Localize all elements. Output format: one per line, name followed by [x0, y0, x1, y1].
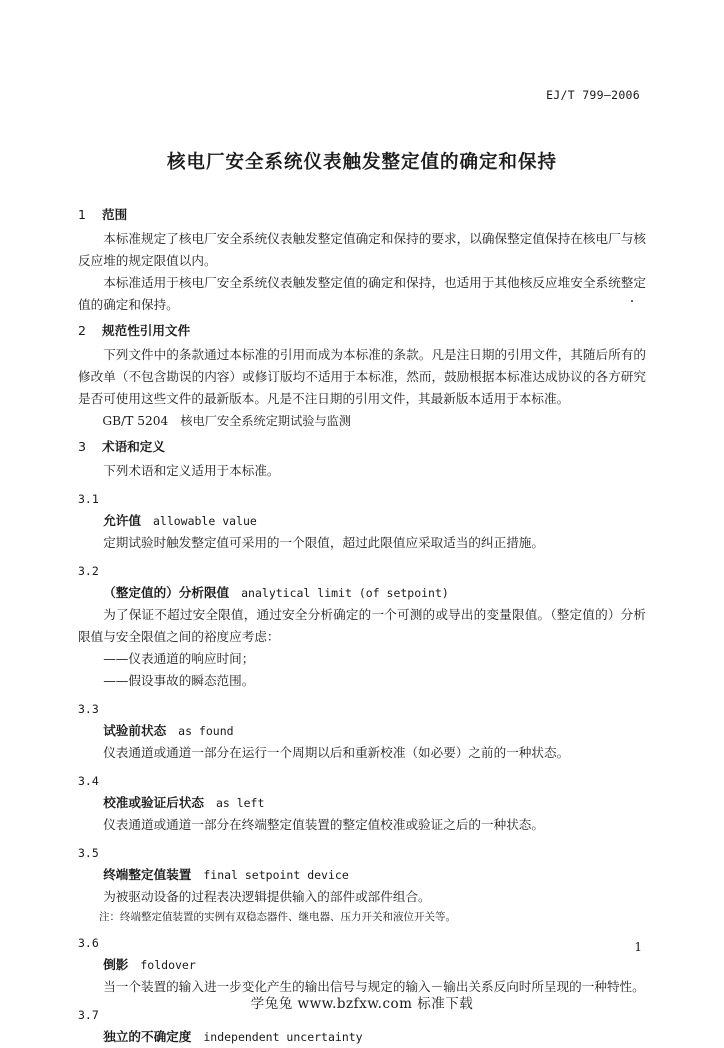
term-english: final setpoint device: [203, 868, 349, 882]
term-chinese: 校准或验证后状态: [103, 795, 204, 810]
section-title: 范围: [102, 207, 128, 222]
section-title: 术语和定义: [102, 439, 165, 454]
watermark-footer: 学兔兔 www.bzfxw.com 标准下载: [250, 996, 474, 1012]
term-chinese: 倒影: [103, 957, 129, 972]
term-chinese: 试验前状态: [103, 723, 167, 738]
term-definition: 为被驱动设备的过程表决逻辑提供输入的部件或部件组合。: [103, 889, 431, 904]
term-heading: [103, 792, 646, 814]
normative-reference: GB/T 5204 核电厂安全系统定期试验与监测: [102, 414, 352, 428]
term-definition: 为了保证不超过安全限值，通过安全分析确定的一个可测的或导出的变量限值。（整定值的）分析限值与安全限值之间的裕度应考虑：: [78, 607, 646, 644]
document-body: [78, 200, 646, 1048]
term-definition: 仪表通道或通道一部分在终端整定值装置的整定值校准或验证之后的一种状态。: [103, 817, 544, 832]
document-title: 核电厂安全系统仪表触发整定值的确定和保持: [166, 152, 557, 173]
term-number: 3.2: [78, 564, 99, 578]
section-number: 2: [78, 323, 87, 338]
term-number: 3.4: [78, 774, 99, 788]
term-chinese: 终端整定值装置: [103, 867, 192, 882]
standard-code: EJ/T 799—2006: [546, 88, 640, 102]
section-number: 3: [78, 439, 87, 454]
term-number: 3.3: [78, 702, 99, 716]
section-title: 规范性引用文件: [102, 323, 191, 338]
section-1-paragraph-2: 本标准适用于核电厂安全系统仪表触发整定值的确定和保持，也适用于其他核反应堆安全系统整定值的确定和保持。: [78, 275, 646, 312]
term-definition: 定期试验时触发整定值可采用的一个限值，超过此限值应采取适当的纠正措施。: [103, 535, 544, 550]
term-english: as left: [215, 796, 265, 810]
page-number: 1: [634, 940, 642, 954]
term-number: 3.1: [78, 492, 99, 506]
term-list-item: ——仪表通道的响应时间；: [103, 651, 255, 666]
term-heading: [103, 1026, 646, 1048]
section-1-heading: [78, 204, 646, 226]
section-3-heading: [78, 436, 646, 458]
section-2-heading: [78, 320, 646, 342]
section-1-paragraph-1: 本标准规定了核电厂安全系统仪表触发整定值确定和保持的要求，以确保整定值保持在核电厂与核反应堆的规定限值以内。: [78, 231, 646, 268]
term-definition: 当一个装置的输入进一步变化产生的输出信号与规定的输入－输出关系反向时所呈现的一种特性。: [103, 979, 645, 994]
term-chinese: 独立的不确定度: [103, 1029, 192, 1044]
section-2-paragraph: 下列文件中的条款通过本标准的引用而成为本标准的条款。凡是注日期的引用文件，其随后所有的修改单（不包含勘误的内容）或修订版均不适用于本标准，然而，鼓励根据本标准达成协议的各方研究是否可使用这些文件的最新版本。凡是不注日期的引用文件，其最新版本适用于本标准。: [78, 347, 646, 406]
term-english: foldover: [140, 958, 196, 972]
term-heading: [103, 582, 646, 604]
term-chinese: （整定值的）分析限值: [103, 585, 230, 600]
term-list-item: ——假设事故的瞬态范围。: [103, 673, 255, 688]
section-3-intro: 下列术语和定义适用于本标准。: [103, 463, 280, 478]
term-definition: 仪表通道或通道一部分在运行一个周期以后和重新校准（如必要）之前的一种状态。: [103, 745, 570, 760]
term-number: 3.6: [78, 936, 99, 950]
term-english: allowable value: [152, 514, 257, 528]
term-heading: [103, 864, 646, 886]
section-number: 1: [78, 207, 87, 222]
term-note: 注：终端整定值装置的实例有双稳态器件、继电器、压力开关和液位开关等。: [99, 911, 456, 923]
term-english: as found: [178, 724, 234, 738]
term-heading: [103, 720, 646, 742]
term-heading: [103, 510, 646, 532]
term-chinese: 允许值: [103, 513, 141, 528]
term-english: analytical limit (of setpoint): [241, 586, 449, 600]
term-english: independent uncertainty: [203, 1030, 363, 1044]
term-number: 3.7: [78, 1008, 99, 1022]
term-number: 3.5: [78, 846, 99, 860]
term-heading: [103, 954, 646, 976]
